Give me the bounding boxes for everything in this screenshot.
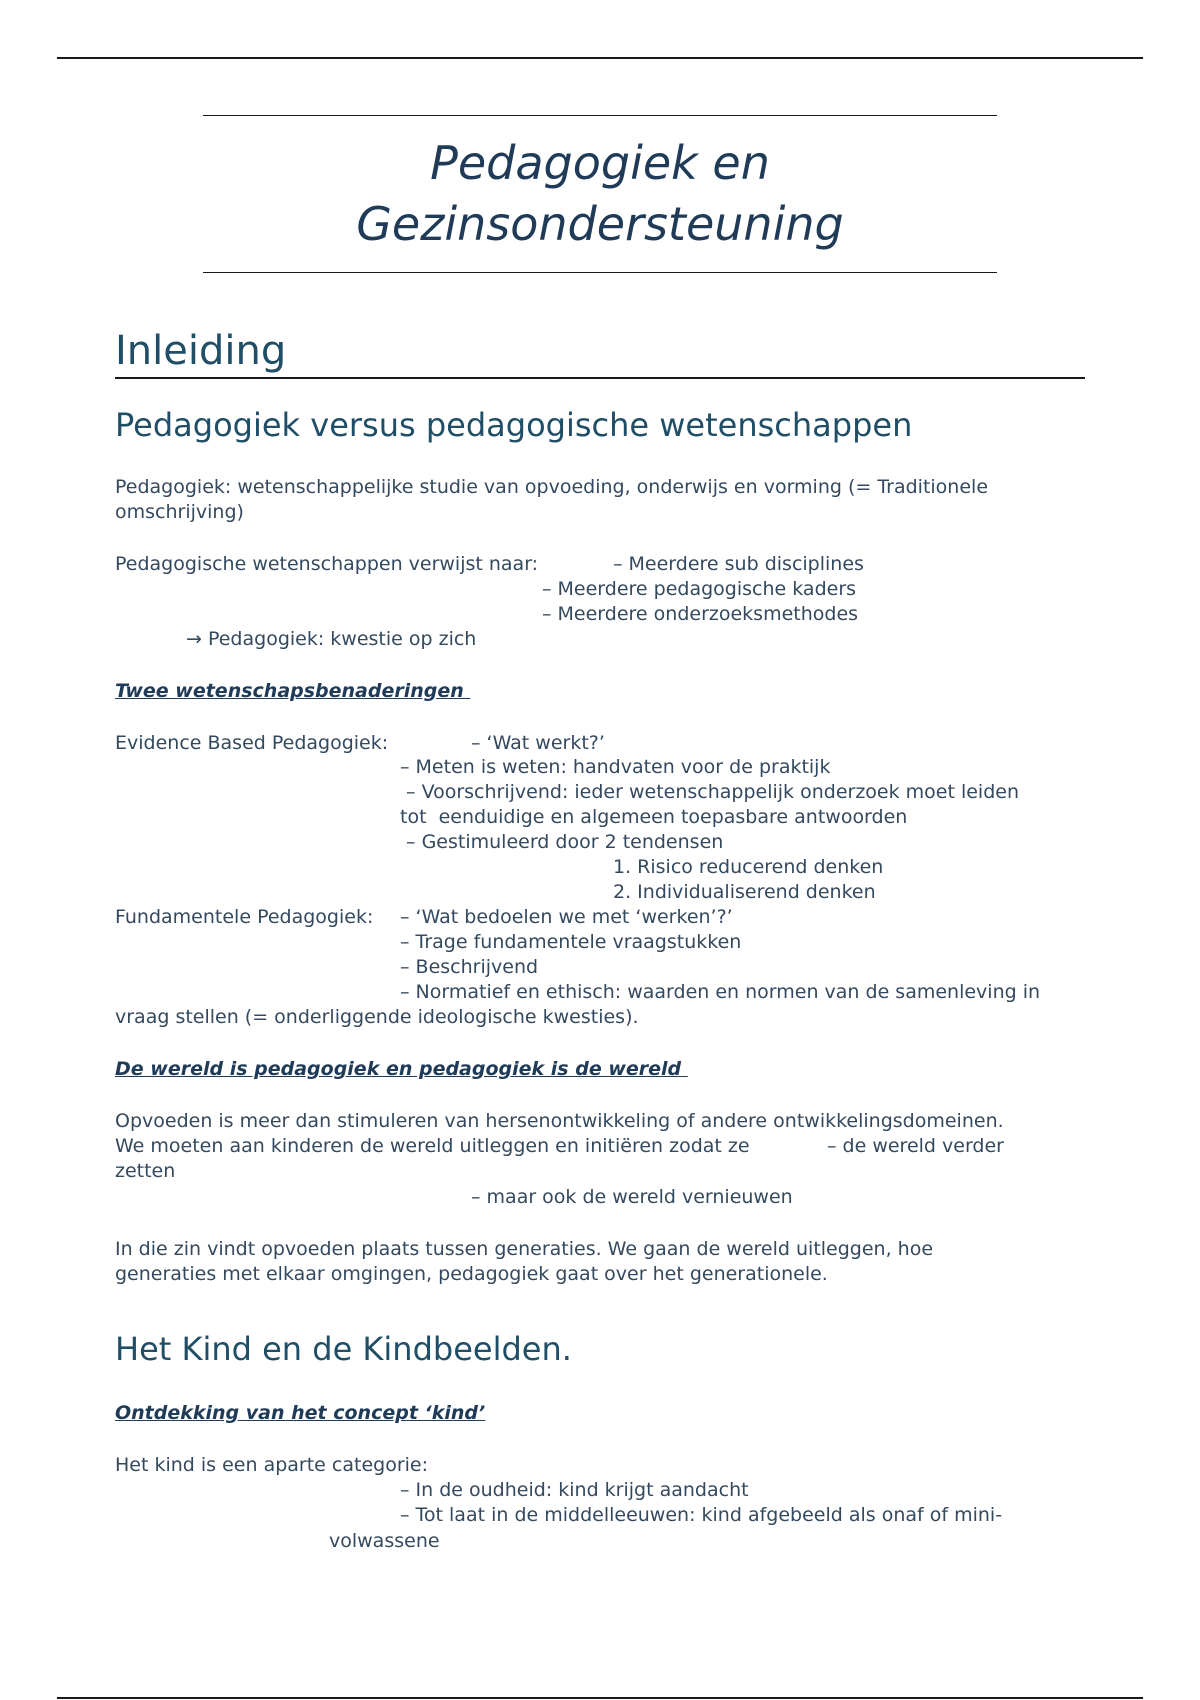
fp-item-3: – Beschrijvend	[400, 956, 539, 978]
world-p1-item-2: – maar ook de wereld vernieuwen	[471, 1186, 793, 1208]
heading-kind: Het Kind en de Kindbeelden.	[115, 1330, 572, 1368]
definition-line-2: omschrijving)	[115, 501, 244, 523]
ebp-item-3: – Voorschrijvend: ieder wetenschappelijk onderzoek moet leiden	[400, 781, 1020, 803]
document-title-line1: Pedagogiek en	[430, 136, 770, 190]
document-title-line2: Gezinsondersteuning	[356, 197, 844, 251]
fp-continuation: vraag stellen (= onderliggende ideologische kwesties).	[115, 1006, 639, 1028]
tendency-1: 1. Risico reducerend denken	[613, 856, 884, 878]
ebp-item-5: – Gestimuleerd door 2 tendensen	[400, 831, 724, 853]
world-p1-line-3: zetten	[115, 1160, 176, 1182]
kind-item-1: – In de oudheid: kind krijgt aandacht	[400, 1479, 749, 1501]
title-bottom-rule	[203, 272, 997, 273]
kind-continuation: volwassene	[329, 1530, 440, 1552]
fp-item-4: – Normatief en ethisch: waarden en normen van de samenleving in	[400, 981, 1041, 1003]
subheading-pedagogiek-versus: Pedagogiek versus pedagogische wetenschappen	[115, 406, 913, 444]
ebp-item-4: tot eenduidige en algemeen toepasbare antwoorden	[400, 806, 908, 828]
subheading-ontdekking-kind: Ontdekking van het concept ‘kind’	[115, 1402, 486, 1424]
subheading-twee-benaderingen: Twee wetenschapsbenaderingen	[115, 680, 471, 702]
page-bottom-rule	[57, 1697, 1143, 1699]
fp-item-2: – Trage fundamentele vraagstukken	[400, 931, 742, 953]
world-p1-line-2: We moeten aan kinderen de wereld uitleggen en initiëren zodat ze	[115, 1135, 750, 1157]
world-p2-line-1: In die zin vindt opvoeden plaats tussen generaties. We gaan de wereld uitleggen, hoe	[115, 1238, 934, 1260]
definition-line-1: Pedagogiek: wetenschappelijke studie van opvoeding, onderwijs en vorming (= Traditionele	[115, 476, 989, 498]
reference-label: Pedagogische wetenschappen verwijst naar:	[115, 553, 539, 575]
arrow-note: → Pedagogiek: kwestie op zich	[186, 628, 477, 650]
title-top-rule	[203, 115, 997, 116]
heading-inleiding: Inleiding	[115, 328, 287, 374]
ebp-item-1: – ‘Wat werkt?’	[471, 732, 605, 754]
reference-item-3: – Meerdere onderzoeksmethodes	[542, 603, 859, 625]
world-p2-line-2: generaties met elkaar omgingen, pedagogiek gaat over het generationele.	[115, 1263, 828, 1285]
fp-label: Fundamentele Pedagogiek:	[115, 906, 374, 928]
subheading-wereld: De wereld is pedagogiek en pedagogiek is de wereld	[115, 1058, 688, 1080]
reference-item-2: – Meerdere pedagogische kaders	[542, 578, 857, 600]
world-p1-item-1: – de wereld verder	[827, 1135, 1004, 1157]
ebp-label: Evidence Based Pedagogiek:	[115, 732, 389, 754]
page-top-rule	[57, 57, 1143, 59]
fp-item-1: – ‘Wat bedoelen we met ‘werken’?’	[400, 906, 733, 928]
kind-intro: Het kind is een aparte categorie:	[115, 1454, 428, 1476]
reference-item-1: – Meerdere sub disciplines	[613, 553, 864, 575]
kind-item-2: – Tot laat in de middelleeuwen: kind afgebeeld als onaf of mini-	[400, 1504, 1003, 1526]
world-p1-line-1: Opvoeden is meer dan stimuleren van hersenontwikkeling of andere ontwikkelingsdomeinen.	[115, 1110, 1004, 1132]
tendency-2: 2. Individualiserend denken	[613, 881, 876, 903]
heading-inleiding-rule	[115, 377, 1085, 379]
ebp-item-2: – Meten is weten: handvaten voor de praktijk	[400, 756, 831, 778]
